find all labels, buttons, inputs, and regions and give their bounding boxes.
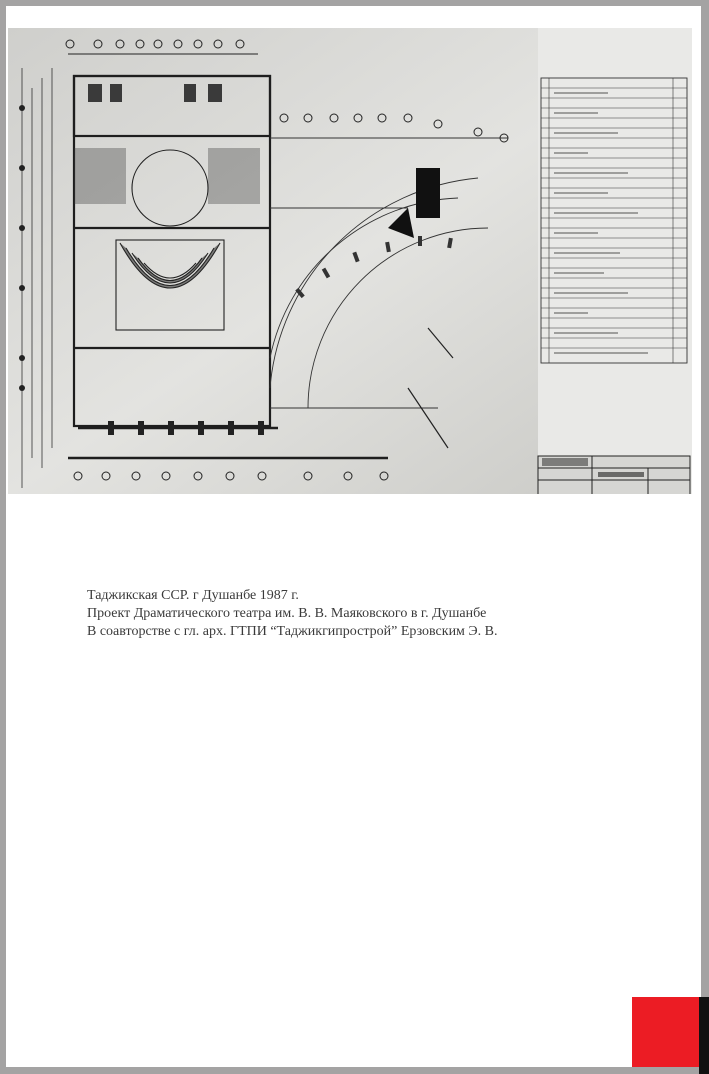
- black-corner-edge: [699, 997, 709, 1074]
- caption-block: [87, 587, 647, 641]
- caption-line-coauthor: В соавторстве с гл. арх. ГТПИ “Таджикгипрострой” Ерзовским Э. В.: [87, 624, 498, 639]
- caption-line-project-title: Проект Драматического театра им. В. В. Маяковского в г. Душанбе: [87, 606, 487, 621]
- architectural-floor-plan-photo: [8, 28, 692, 494]
- caption-line-location-year: Таджикская ССР. г Душанбе 1987 г.: [87, 588, 299, 603]
- red-corner-square: [632, 997, 699, 1067]
